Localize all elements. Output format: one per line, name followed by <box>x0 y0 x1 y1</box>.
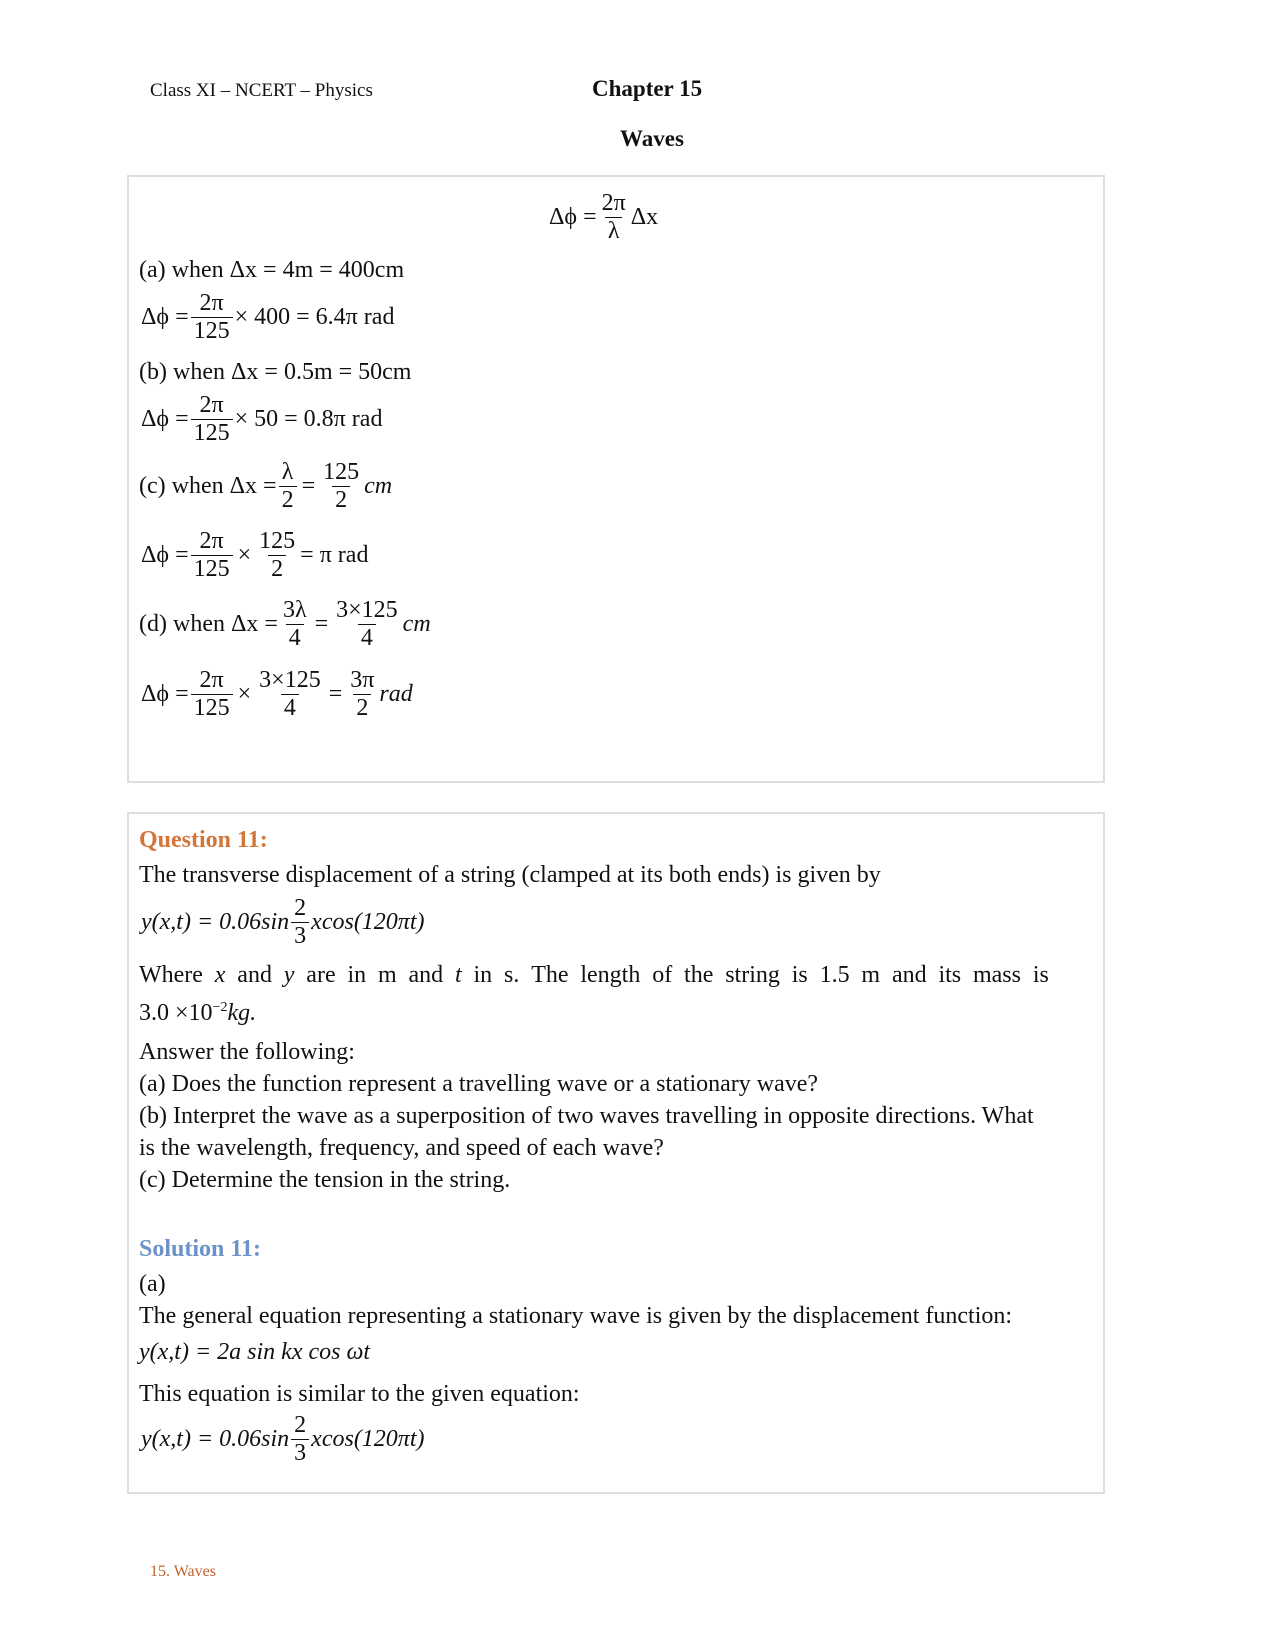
answer-following: Answer the following: <box>139 1039 355 1065</box>
where-word: and <box>237 962 272 988</box>
header-course: Class XI – NCERT – Physics <box>150 80 373 101</box>
where-word: 1.5 <box>819 962 850 988</box>
page-footer: 15. Waves <box>150 1563 216 1580</box>
question-equation: y(x,t) = 0.06sin $\frac{2}{3}$ xcos(120πt) <box>141 895 425 949</box>
case-a-condition: (a) when Δx = 4m = 400cm <box>139 257 405 283</box>
case-b-condition: (b) when Δx = 0.5m = 50cm <box>139 359 412 385</box>
question-mass: $3.0 \times 10^{-2}kg$. <box>139 1000 257 1026</box>
where-word: of <box>652 962 673 988</box>
where-word: and <box>408 962 444 988</box>
where-word: is <box>1032 962 1049 988</box>
solution-general-equation: y(x,t) = 2a sin kx cos ωt <box>139 1339 371 1365</box>
where-word: Where <box>139 962 203 988</box>
question-where-line <box>139 962 1049 989</box>
where-word: and <box>891 962 927 988</box>
where-word: is <box>791 962 808 988</box>
solution-title: Solution 11: <box>139 1236 262 1262</box>
where-word: string <box>725 962 780 988</box>
solution-similar-text: This equation is similar to the given equation: <box>139 1381 580 1407</box>
where-word: The <box>531 962 569 988</box>
main-equation: Δϕ = $\frac{2\pi}{\lambda}$ Δx <box>549 190 659 244</box>
question-part-a: (a) Does the function represent a travelling wave or a stationary wave? <box>139 1071 819 1097</box>
case-c-equation: Δϕ = $\frac{2\pi}{125}$ × $\frac{125}{2}$ = π rad <box>141 528 369 582</box>
where-word: m <box>377 962 397 988</box>
question-part-c: (c) Determine the tension in the string. <box>139 1167 511 1193</box>
where-word: in <box>347 962 367 988</box>
where-word: mass <box>972 962 1021 988</box>
where-word: length <box>580 962 641 988</box>
header-title: Waves <box>620 126 684 151</box>
solution-part-a: (a) <box>139 1271 166 1297</box>
where-word: m <box>861 962 881 988</box>
where-word: its <box>938 962 962 988</box>
where-word: in <box>473 962 493 988</box>
where-word: y <box>283 962 295 988</box>
where-word: the <box>684 962 714 988</box>
solution-equation: y(x,t) = 0.06sin $\frac{2}{3}$ xcos(120πt) <box>141 1412 425 1466</box>
header-chapter: Chapter 15 <box>592 76 703 101</box>
question-intro: The transverse displacement of a string (clamped at its both ends) is given by <box>139 862 881 888</box>
solution-general-text: The general equation representing a stationary wave is given by the displacement function: <box>139 1303 1013 1329</box>
case-d-equation: Δϕ = $\frac{2\pi}{125}$ × $\frac{3\times 125}{4}$ = $\frac{3\pi}{2}$ rad <box>141 667 413 721</box>
where-word: s. <box>504 962 520 988</box>
case-b-equation: Δϕ = $\frac{2\pi}{125}$ × 50 = 0.8π rad <box>141 392 383 446</box>
question-title: Question 11: <box>139 827 268 853</box>
question-part-b-line2: is the wavelength, frequency, and speed of each wave? <box>139 1135 664 1161</box>
case-d-condition: (d) when Δx = $\frac{3\lambda}{4}$ = $\frac{3\times 125}{4}$ cm <box>139 597 431 651</box>
case-c-condition: (c) when Δx = $\frac{\lambda}{2}$ = $\frac{125}{2}$ cm <box>139 459 393 513</box>
where-word: t <box>454 962 462 988</box>
where-word: x <box>214 962 226 988</box>
case-a-equation: Δϕ = $\frac{2\pi}{125}$ × 400 = 6.4π rad <box>141 290 395 344</box>
where-word: are <box>306 962 336 988</box>
question-part-b-line1: (b) Interpret the wave as a superposition of two waves travelling in opposite directions. What <box>139 1103 1034 1129</box>
